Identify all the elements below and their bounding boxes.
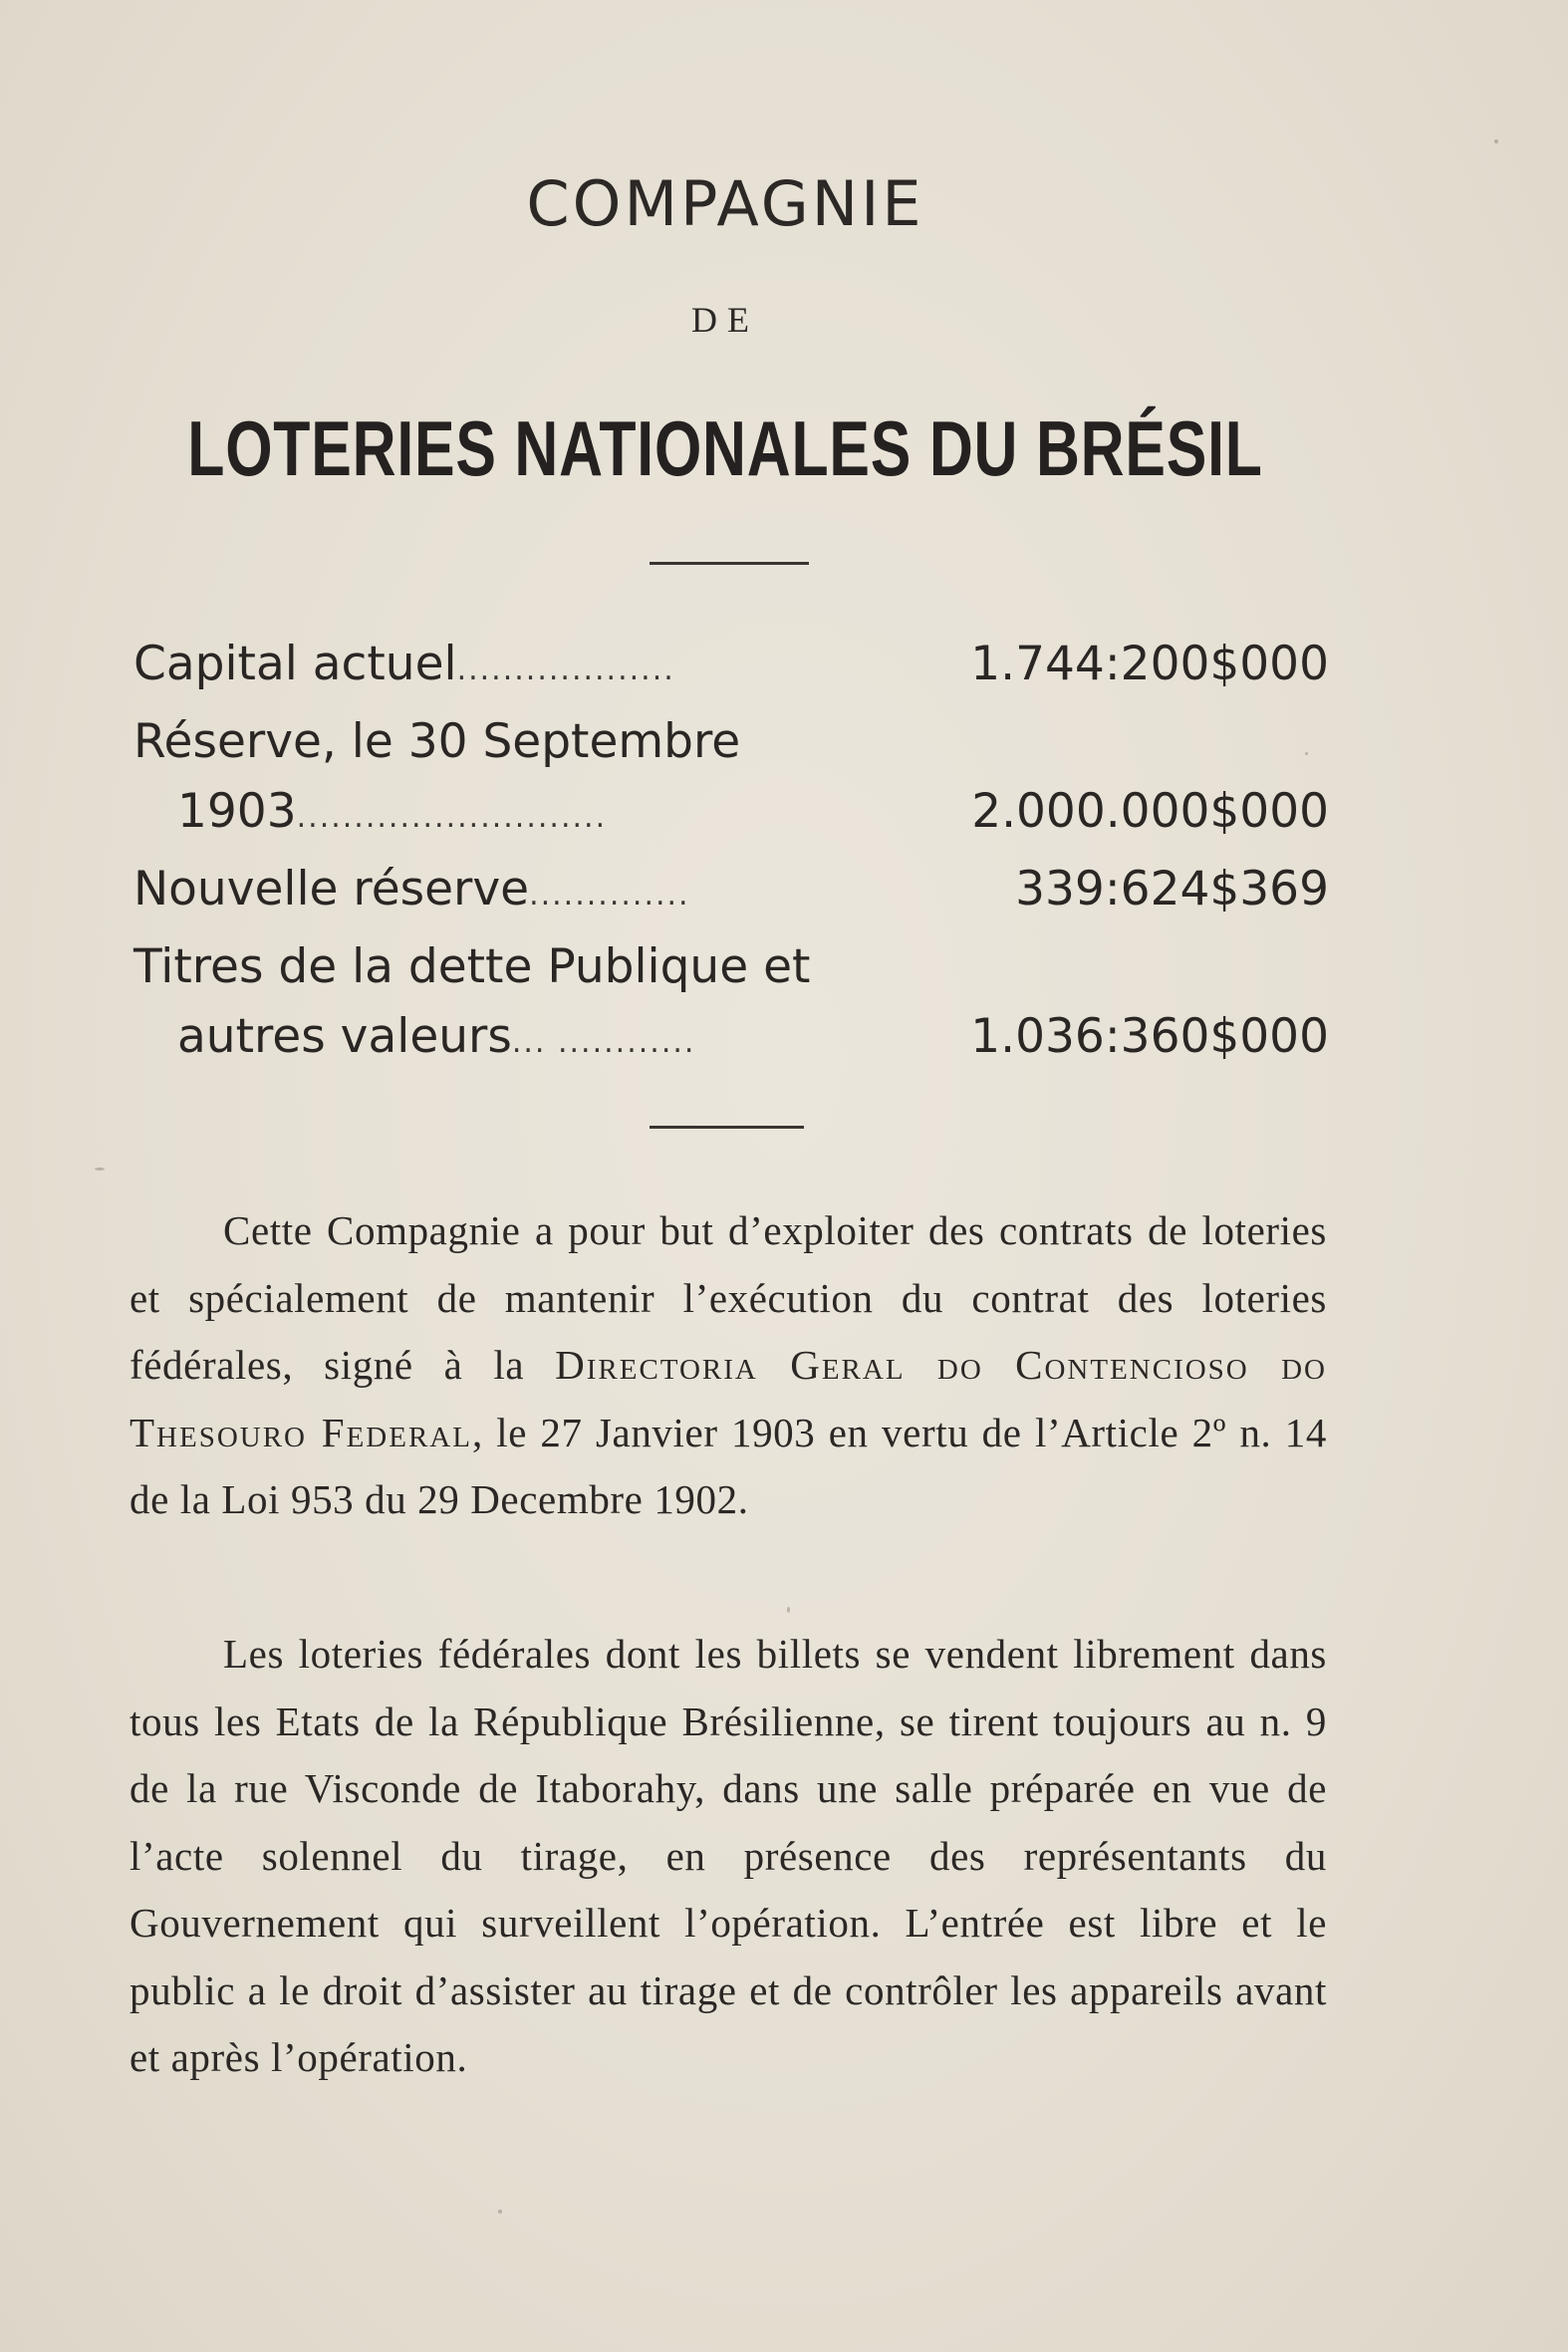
paper-speck [498,2210,502,2214]
financial-label [133,932,881,1078]
dot-leader: .............. [529,878,690,913]
financial-row-reserve [133,707,1329,855]
title-compagnie: COMPAGNIE [526,167,924,240]
paper-speck [1305,752,1308,755]
financial-label-text: Réserve, le 30 Septembre [133,714,741,769]
financial-value: 2.000.000$000 [971,784,1329,839]
financial-row-titres [133,932,1329,1080]
paragraph-text: , le 27 Janvier 1903 en vertu de l’Article 2º n. 14 de la Loi 953 du 29 Decembre 1902. [130,1409,1327,1522]
financial-label-text: Nouvelle réserve [133,862,530,916]
financial-label-text-line2: autres valeurs [177,1009,512,1064]
financial-table [133,630,1329,1080]
financial-row-nouvelle-reserve [133,855,1329,932]
financial-label-text-line2: 1903 [177,784,297,839]
smallcaps-institution: Directoria Geral do Contencioso do Thesouro Federal [130,1342,1327,1455]
paper-speck [787,1607,790,1613]
paper-speck [1494,139,1498,143]
financial-label-text: Titres de la dette Publique et [133,939,811,994]
financial-label-text: Capital actuel [133,637,457,691]
paragraph-lotteries [130,1621,1327,2092]
title-de: DE [691,300,759,340]
title-loteries: LOTERIES NATIONALES DU BRÉSIL [187,404,1263,492]
paragraph-text: Cette Compagnie a pour but d’exploiter des contrats de loteries et spécialement de mantenir l’exécution du contrat des loteries fédérales, signé à la [130,1207,1327,1388]
dot-leader: ... ............ [511,1025,696,1060]
paper-speck [95,1168,105,1171]
financial-value: 1.744:200$000 [970,637,1329,691]
financial-label [133,707,881,853]
dot-leader: ................... [456,653,675,687]
paragraph-text: Les loteries fédérales dont les billets se vendent librement dans tous les Etats de la République Brésilienne, se tirent toujours au n. 9 de la rue Visconde de Itaborahy, dans une salle préparée en vue de l’acte solennel du tirage, en présence des représentants du Gouvernement qui surveillent l’opération. L’entrée est libre et le public a le droit d’assister au tirage et de contrôler les appareils avant et après l’opération. [130,1631,1327,2080]
financial-label [133,630,881,705]
dot-leader: ........................... [296,800,608,835]
divider-rule-top [650,562,809,565]
financial-value: 1.036:360$000 [970,1009,1329,1064]
paragraph-purpose [130,1197,1327,1534]
divider-rule-bottom [650,1126,804,1129]
financial-value: 339:624$369 [1015,862,1329,916]
financial-row-capital [133,630,1329,707]
financial-label [133,855,881,930]
